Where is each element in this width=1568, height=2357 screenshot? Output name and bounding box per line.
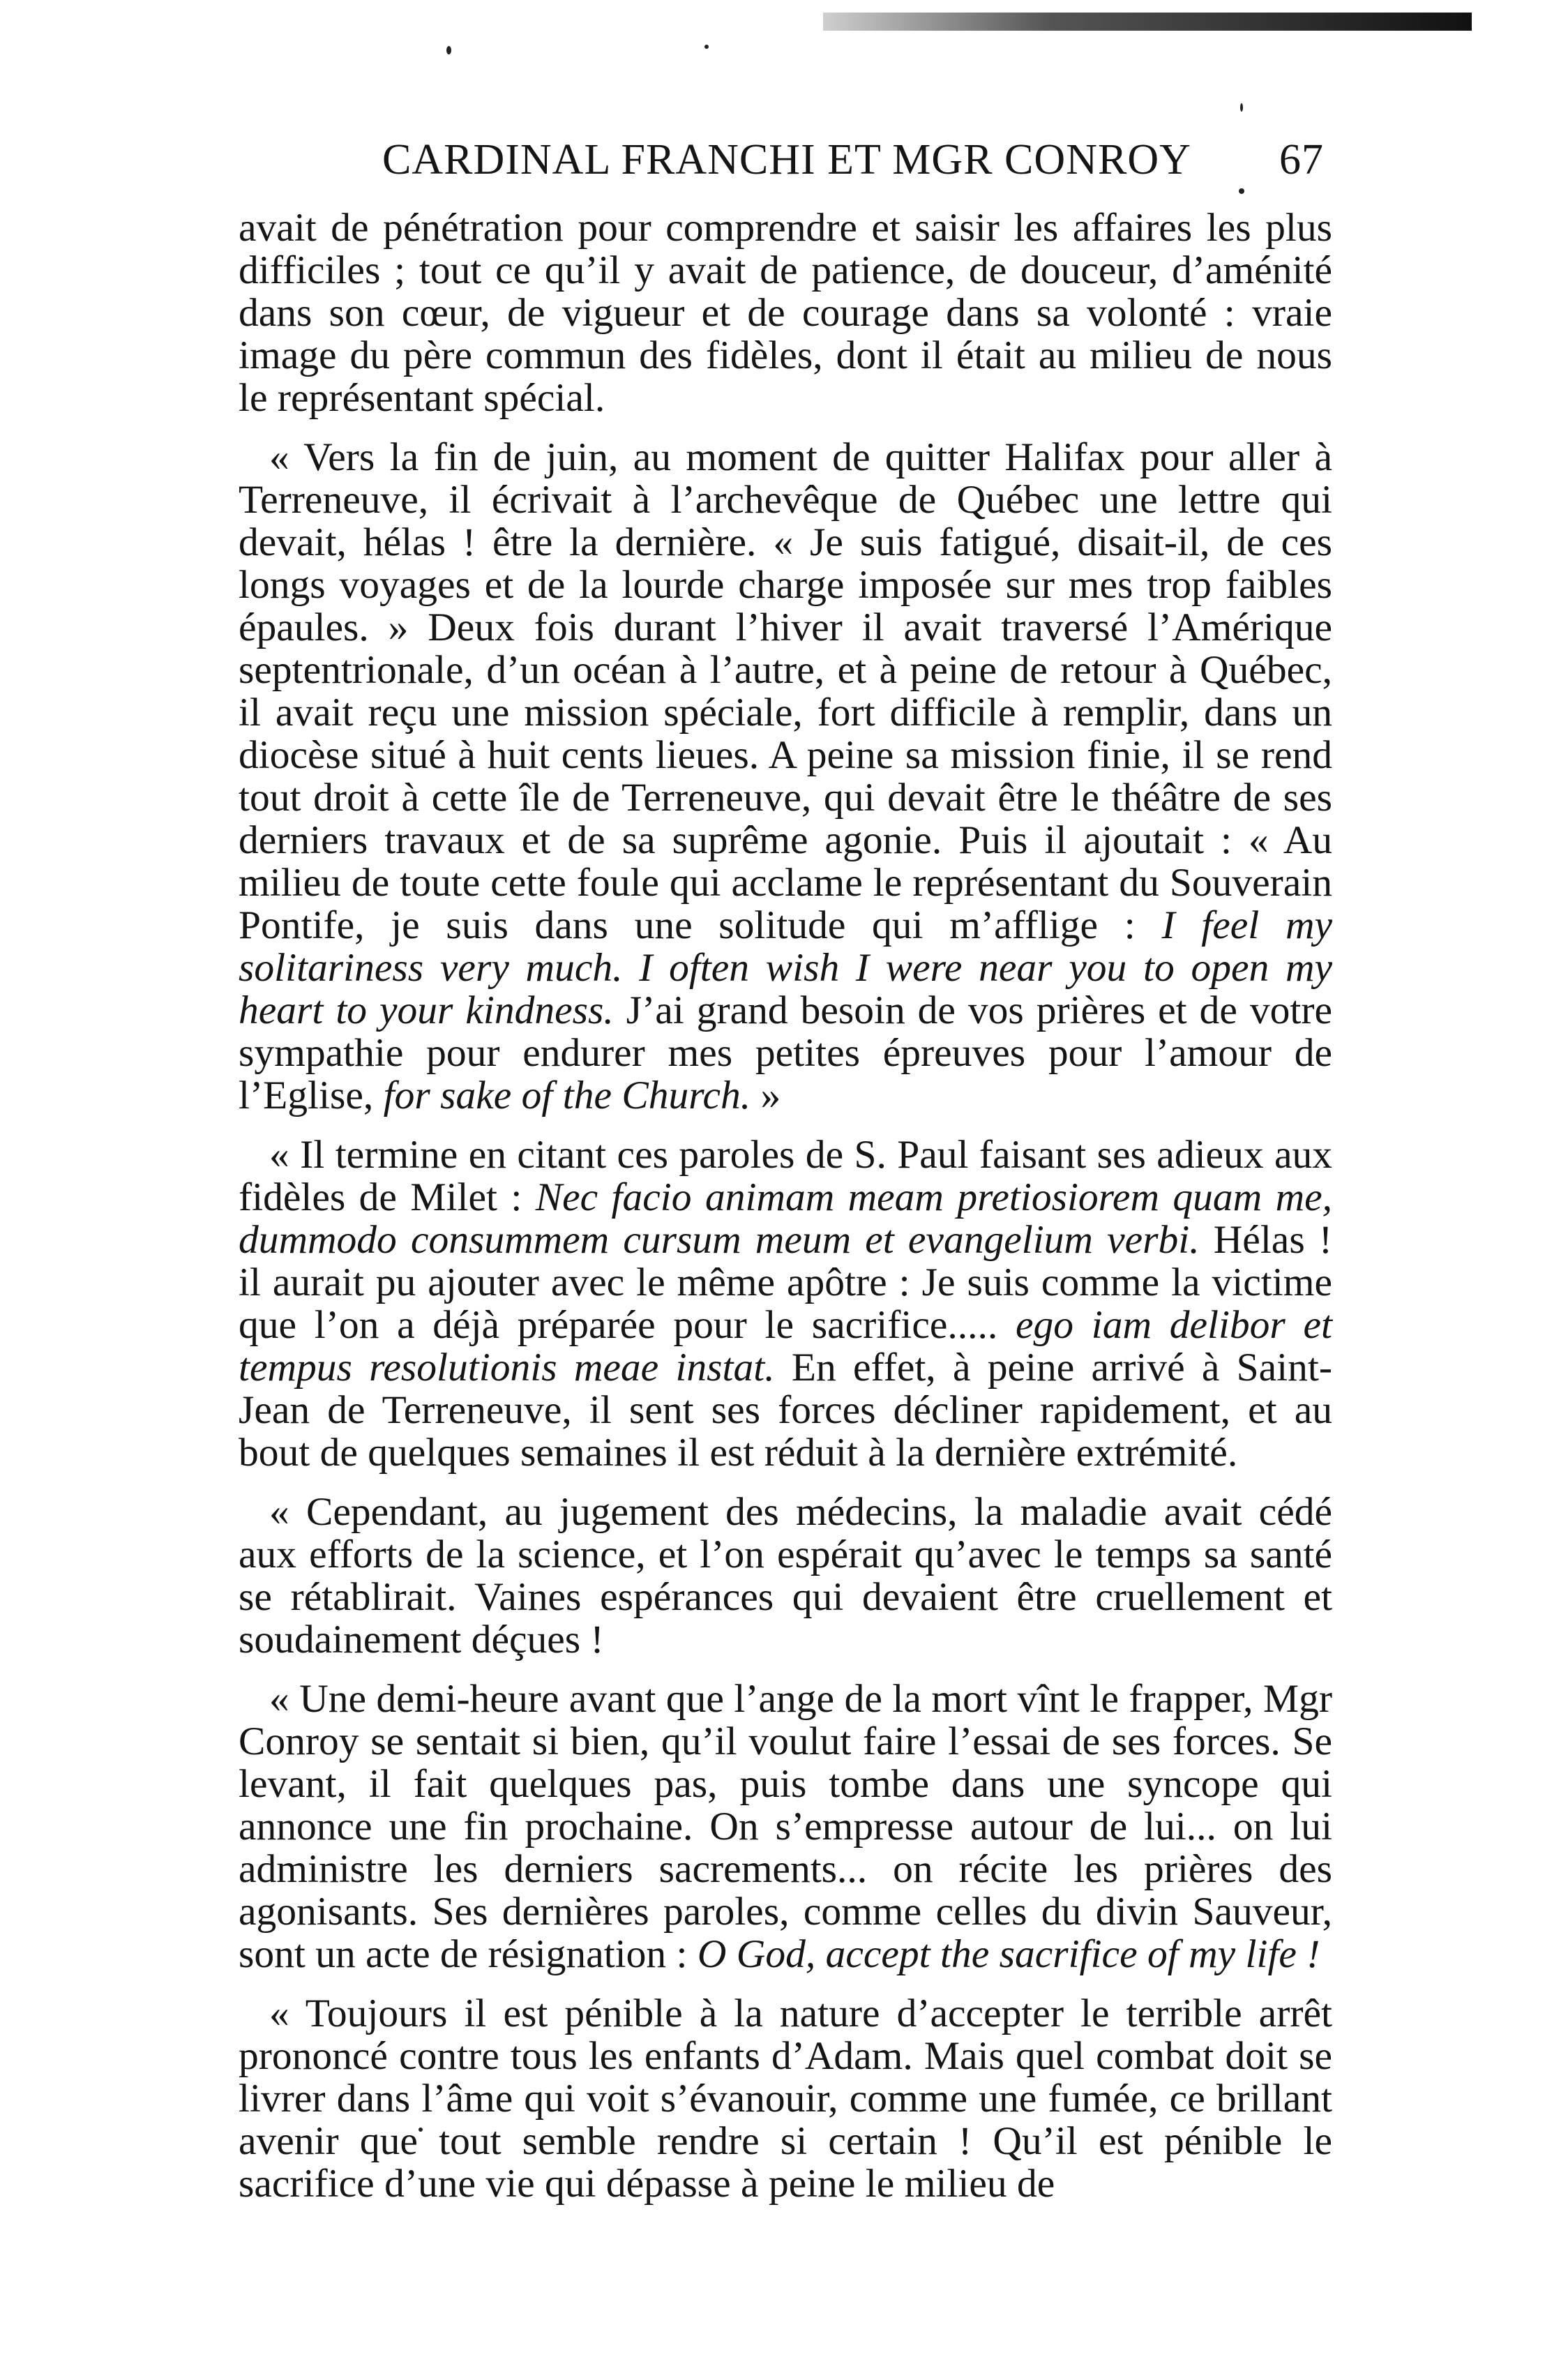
paragraph-4: [239, 1491, 1332, 1661]
running-head: [239, 133, 1332, 193]
paragraph-3: [239, 1134, 1332, 1474]
text-run: « Vers la fin de juin, au moment de quitter Halifax pour aller à Terreneuve, il écrivait à l’archevêque de Québec une lettre qui devait, hélas ! être la dernière. « Je suis fatigué, disait-il, de ces longs voyages et de la lourde charge imposée sur mes trop faibles épaules. » Deux fois durant l’hiver il avait traversé l’Amérique septentrionale, d’un océan à l’autre, et à peine de retour à Québec, il avait reçu une mission spéciale, fort difficile à remplir, dans un diocèse situé à huit cents lieues. A peine sa mission finie, il se rend tout droit à cette île de Terreneuve, qui devait être le théâtre de ses derniers travaux et de sa suprême agonie. Puis il ajoutait : « Au milieu de toute cette foule qui acclame le représentant du Souverain Pontife, je suis dans une solitude qui m’afflige :: [239, 435, 1332, 947]
text-run: J’ai grand besoin de vos prières et de votre sympathie pour endurer mes petites épreuves pour l’amour de l’Eglise,: [239, 988, 1332, 1117]
text-run: En effet, à peine arrivé à Saint-Jean de Terreneuve, il sent ses forces décliner rapidement, et au bout de quelques semaines il est réduit à la dernière extrémité.: [239, 1346, 1333, 1475]
book-page: [239, 133, 1332, 2222]
scan-speck: [704, 45, 709, 49]
page-number: 67: [1279, 136, 1324, 183]
latin-quote: Nec facio animam meam pretiosiorem quam me, dummodo consummem cursum meum et evangelium verbi.: [239, 1175, 1332, 1262]
running-title: CARDINAL FRANCHI ET MGR CONROY: [382, 136, 1191, 183]
text-run: »: [751, 1074, 781, 1117]
scan-speck: [1240, 103, 1243, 112]
paragraph-1: [239, 206, 1332, 419]
paragraph-5: [239, 1678, 1332, 1975]
latin-quote: ego iam delibor et tempus resolutionis meae instat.: [239, 1303, 1333, 1390]
text-run: Hélas ! il aurait pu ajouter avec le même apôtre : Je suis comme la victime que l’on a déjà préparée pour le sacrifice.....: [239, 1218, 1332, 1347]
text-run: avait de pénétration pour comprendre et saisir les affaires les plus difficiles ; tout ce qu’il y avait de patience, de douceur, d’aménité dans son cœur, de vigueur et de courage dans sa volonté : vraie image du père commun des fidèles, dont il était au milieu de nous le représentant spécial.: [239, 206, 1332, 420]
scan-speck: [446, 46, 451, 54]
text-run: « Toujours il est pénible à la nature d’accepter le terrible arrêt prononcé contre tous les enfants d’Adam. Mais quel combat doit se livrer dans l’âme qui voit s’évanouir, comme une fumée, ce brillant avenir que tout semble rendre si certain ! Qu’il est pénible le sacrifice d’une vie qui dépasse à peine le milieu de: [239, 1991, 1332, 2206]
paragraph-2: [239, 436, 1332, 1117]
paragraph-6: [239, 1992, 1332, 2205]
text-run: « Une demi-heure avant que l’ange de la mort vînt le frapper, Mgr Conroy se sentait si bien, qu’il voulut faire l’essai de ses forces. Se levant, il fait quelques pas, puis tombe dans une syncope qui annonce une fin prochaine. On s’empresse autour de lui... on lui administre les derniers sacrements... on récite les prières des agonisants. Ses dernières paroles, comme celles du divin Sauveur, sont un acte de résignation :: [239, 1677, 1332, 1976]
body-text: [239, 206, 1332, 2205]
text-run: « Cependant, au jugement des médecins, la maladie avait cédé aux efforts de la science, et l’on espérait qu’avec le temps sa santé se rétablirait. Vaines espérances qui devaient être cruellement et soudainement déçues !: [239, 1490, 1332, 1662]
text-run: « Il termine en citant ces paroles de S. Paul faisant ses adieux aux fidèles de Milet :: [239, 1133, 1332, 1219]
english-quote: I feel my solitariness very much. I often wish I were near you to open my heart to your kindness.: [239, 903, 1332, 1032]
english-quote: for sake of the Church.: [383, 1074, 751, 1117]
english-quote: O God, accept the sacrifice of my life !: [697, 1932, 1320, 1976]
scan-border-artifact: [823, 13, 1472, 31]
